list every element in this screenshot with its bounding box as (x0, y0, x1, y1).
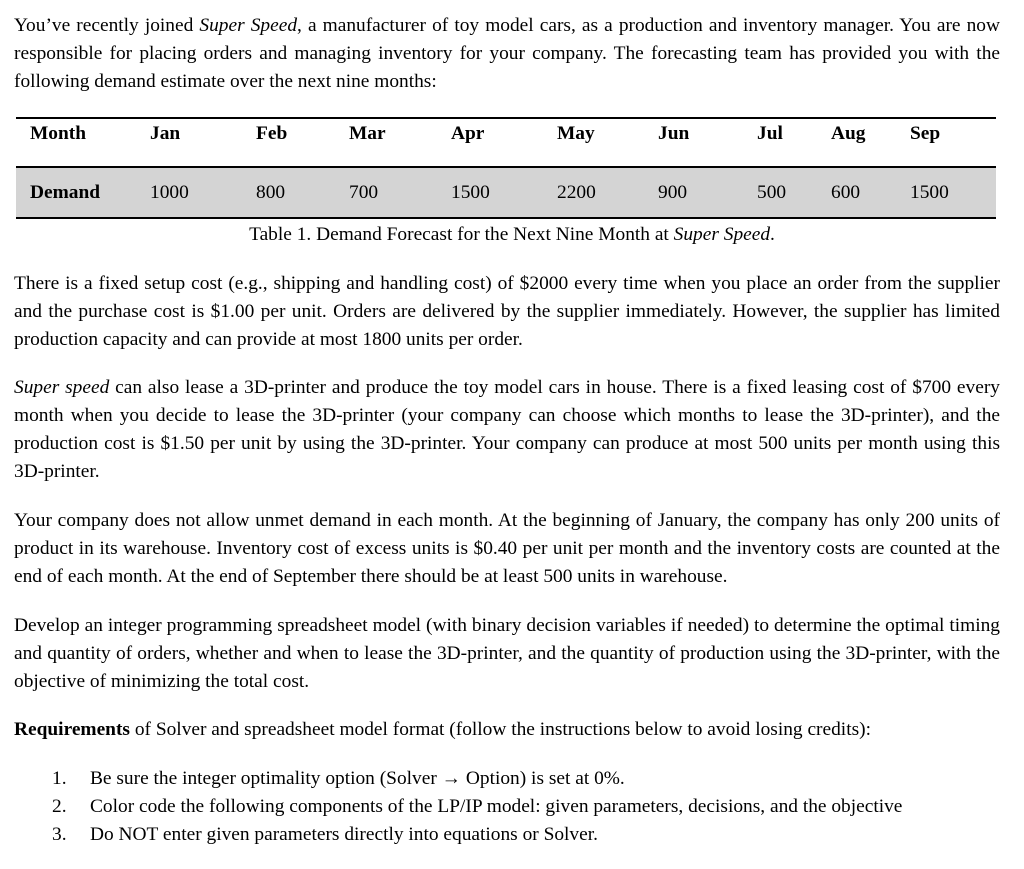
demand-may: 2200 (539, 167, 642, 218)
demand-jan: 1000 (134, 167, 239, 218)
requirements-list (52, 765, 902, 849)
inventory-paragraph: Your company does not allow unmet demand in each month. At the beginning of January, the company has only 200 units of product in its warehouse. Inventory cost of excess units is $0.40 per unit per month and the inventory costs are counted at the end of each month. At the end of September there should be at least 500 units in warehouse. (14, 510, 1000, 587)
table-caption (0, 221, 1024, 249)
list-item-text: Be sure the integer optimality option (Solver → Option) is set at 0%. (90, 768, 625, 789)
month-aug: Aug (820, 118, 900, 149)
list-number: 1. (52, 768, 67, 789)
demand-aug: 600 (820, 167, 900, 218)
setup-cost-paragraph: There is a fixed setup cost (e.g., shipping and handling cost) of $2000 every time when you place an order from the supplier and the purchase cost is $1.00 per unit. Orders are delivered by the supplier immediately. However, the supplier has limited production capacity and can provide at most 1800 units per order. (14, 273, 1000, 350)
month-apr: Apr (436, 118, 539, 149)
demand-apr: 1500 (436, 167, 539, 218)
month-jun: Jun (642, 118, 740, 149)
demand-jun: 900 (642, 167, 740, 218)
intro-paragraph (14, 12, 1000, 96)
demand-row (16, 167, 996, 218)
caption-company-name: Super Speed (673, 224, 771, 245)
intro-text-start: You’ve recently joined (14, 15, 200, 36)
caption-period: . (770, 224, 775, 245)
demand-forecast-table (16, 117, 996, 219)
company-name: Super Speed (199, 15, 298, 36)
month-may: May (539, 118, 642, 149)
model-paragraph: Develop an integer programming spreadsheet model (with binary decision variables if needed) to determine the optimal timing and quantity of orders, whether and when to lease the 3D-printer, and the quantity of production using the 3D-printer, with the objective of minimizing the total cost. (14, 615, 1000, 692)
intro-text-rest: , a manufacturer of toy model cars, as a production and inventory manager. You are now responsible for placing orders and managing inventory for your company. The forecasting team has provided you with the following demand estimate over the next nine months: (14, 15, 1000, 92)
list-item-text: Color code the following components of the LP/IP model: given parameters, decisions, and the objective (90, 796, 903, 817)
list-item (52, 793, 902, 821)
demand-header: Demand (16, 167, 134, 218)
month-mar: Mar (336, 118, 436, 149)
month-header: Month (16, 118, 134, 149)
demand-jul: 500 (740, 167, 820, 218)
list-item (52, 821, 902, 849)
month-feb: Feb (239, 118, 336, 149)
requirements-text: of Solver and spreadsheet model format (follow the instructions below to avoid losing credits): (129, 719, 871, 740)
demand-mar: 700 (336, 167, 436, 218)
requirements-label: Requirements (14, 719, 130, 740)
month-jul: Jul (740, 118, 820, 149)
caption-text: Table 1. Demand Forecast for the Next Nine Month at (249, 224, 674, 245)
table-header-row (16, 118, 996, 149)
month-jan: Jan (134, 118, 239, 149)
list-item-text: Do NOT enter given parameters directly into equations or Solver. (90, 824, 598, 845)
requirements-paragraph (14, 716, 1000, 744)
printer-text: can also lease a 3D-printer and produce the toy model cars in house. There is a fixed leasing cost of $700 every month when you decide to lease the 3D-printer (your company can choose which months to lease the 3D-printer), and the production cost is $1.50 per unit by using the 3D-printer. Your company can produce at most 500 units per month using this 3D-printer. (14, 377, 1000, 482)
month-sep: Sep (900, 118, 996, 149)
list-number: 3. (52, 824, 67, 845)
demand-feb: 800 (239, 167, 336, 218)
list-number: 2. (52, 796, 67, 817)
printer-paragraph (14, 374, 1000, 486)
list-item (52, 765, 902, 793)
demand-sep: 1500 (900, 167, 996, 218)
company-name-italic: Super speed (14, 377, 110, 398)
